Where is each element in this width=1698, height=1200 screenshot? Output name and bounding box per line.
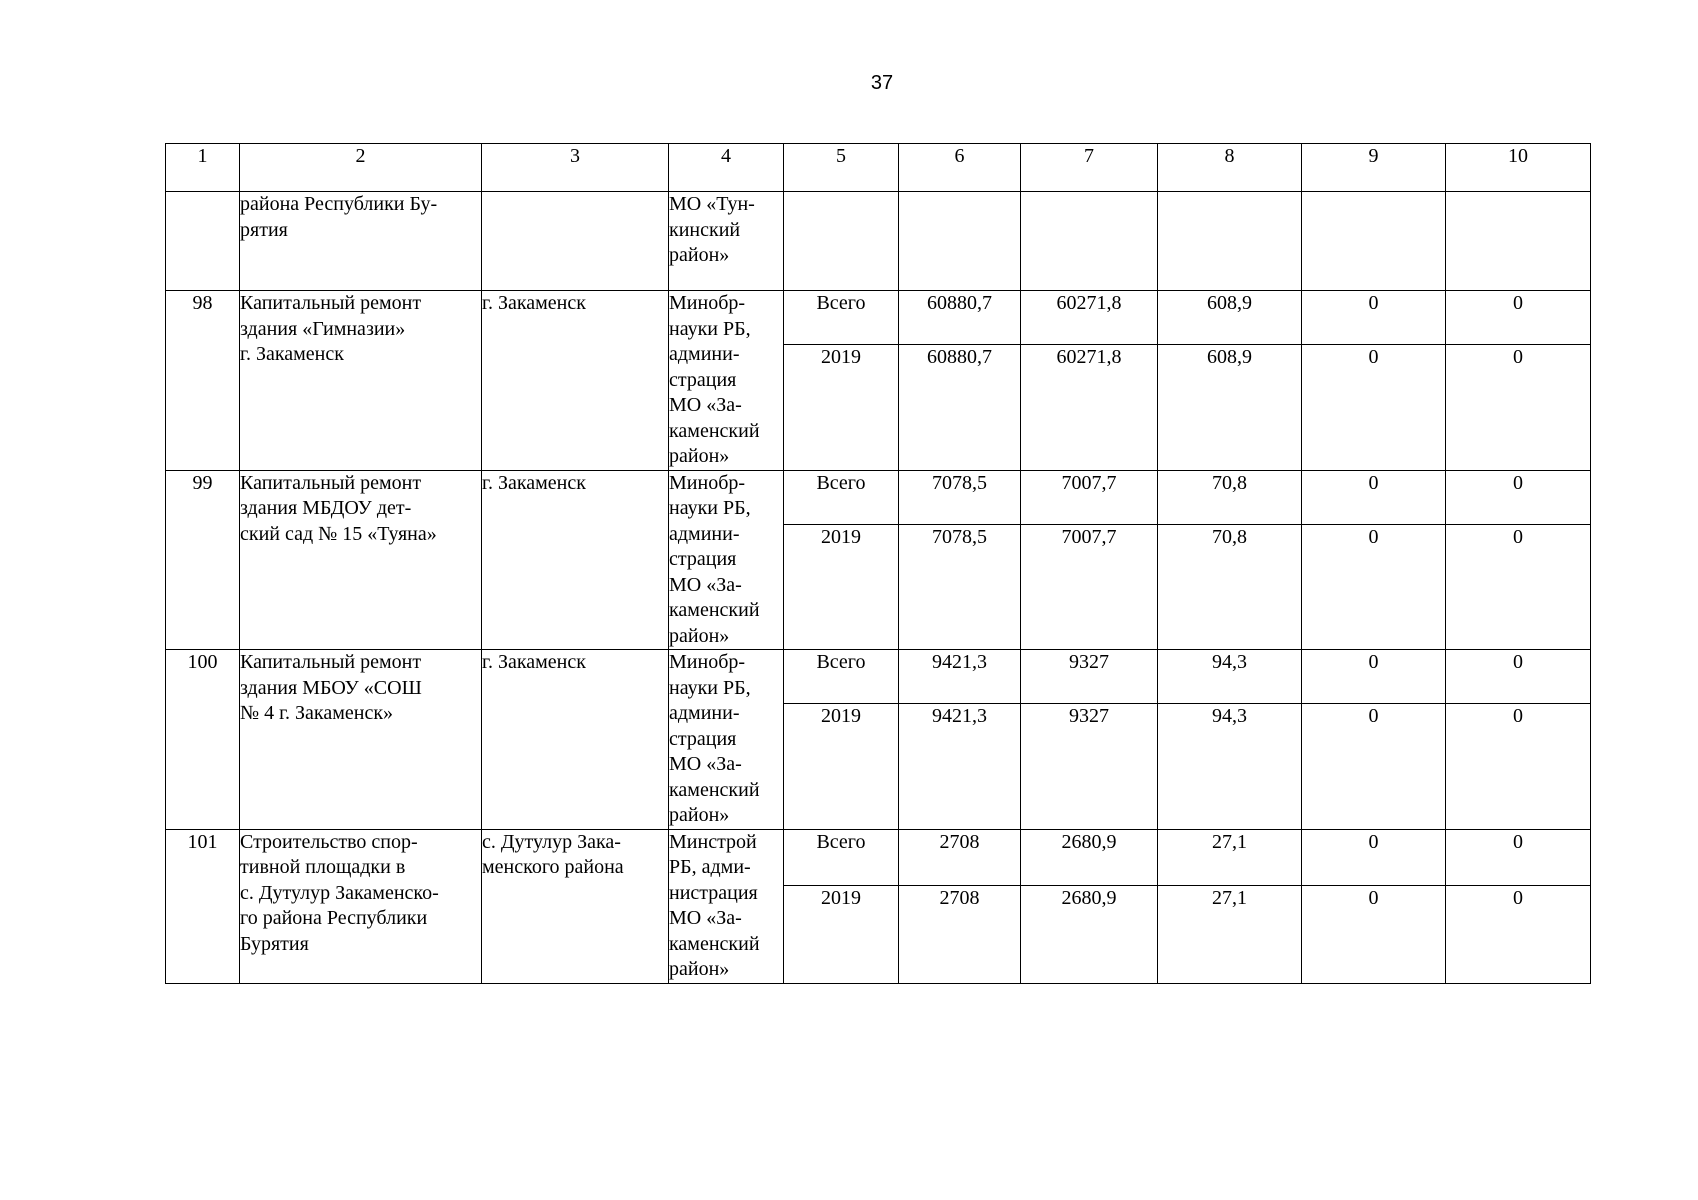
continuation-name	[240, 192, 482, 291]
project-name	[240, 650, 482, 830]
text-line: с. Дутулур Зака-	[482, 830, 621, 853]
republic-cell: 27,1	[1158, 829, 1302, 886]
republic-cell: 94,3	[1158, 650, 1302, 704]
federal-cell: 2680,9	[1021, 829, 1158, 886]
project-name	[240, 470, 482, 650]
total-cell: 60880,7	[899, 345, 1021, 470]
text-line: район»	[669, 624, 730, 647]
period-cell: Всего	[784, 291, 899, 345]
text-line: тивной площадки в	[240, 856, 406, 878]
total-cell: 60880,7	[899, 291, 1021, 345]
text-line: админи-	[669, 343, 740, 365]
empty-cell	[1302, 192, 1446, 291]
project-row	[166, 470, 1591, 524]
republic-cell: 94,3	[1158, 704, 1302, 829]
text-line: МО «За-	[669, 573, 742, 596]
total-cell: 9421,3	[899, 650, 1021, 704]
text-line: район»	[669, 804, 730, 826]
text-line: Капитальный ремонт	[240, 292, 422, 314]
text-line: района Республики Бу-	[240, 193, 438, 215]
other-cell: 0	[1446, 704, 1591, 829]
republic-cell: 70,8	[1158, 470, 1302, 524]
project-executor	[669, 829, 784, 983]
period-cell: 2019	[784, 886, 899, 983]
period-cell: Всего	[784, 650, 899, 704]
other-cell: 0	[1446, 829, 1591, 886]
continuation-row	[166, 192, 1591, 291]
total-cell: 2708	[899, 886, 1021, 983]
total-cell: 7078,5	[899, 470, 1021, 524]
text-line: кинский	[669, 218, 741, 241]
project-location	[482, 650, 669, 830]
row-number: 99	[166, 470, 240, 650]
project-row	[166, 291, 1591, 345]
text-line: с. Дутулур Закаменско-	[240, 881, 439, 904]
text-line: каменский	[669, 599, 760, 621]
text-line: го района Республики	[240, 907, 428, 929]
text-line: г. Закаменск	[482, 471, 586, 494]
federal-cell: 2680,9	[1021, 886, 1158, 983]
project-executor	[669, 650, 784, 830]
project-executor	[669, 470, 784, 650]
text-line: Минобр-	[669, 651, 746, 673]
text-line: каменский	[669, 778, 760, 801]
row-number-cell	[166, 192, 240, 291]
text-line: г. Закаменск	[240, 343, 344, 365]
column-number-row	[166, 144, 1591, 192]
text-line: здания МБДОУ дет-	[240, 497, 412, 519]
local-cell: 0	[1302, 345, 1446, 470]
local-cell: 0	[1302, 829, 1446, 886]
federal-cell: 9327	[1021, 650, 1158, 704]
empty-cell	[1446, 192, 1591, 291]
text-line: менского района	[482, 856, 624, 878]
local-cell: 0	[1302, 704, 1446, 829]
text-line: г. Закаменск	[482, 651, 586, 673]
text-line: науки РБ,	[669, 676, 751, 699]
text-line: страция	[669, 368, 737, 391]
text-line: здания «Гимназии»	[240, 317, 406, 340]
text-line: № 4 г. Закаменск»	[240, 702, 394, 724]
text-line: админи-	[669, 522, 740, 545]
project-location	[482, 470, 669, 650]
budget-table	[165, 143, 1591, 984]
text-line: МО «За-	[669, 907, 742, 929]
text-line: страция	[669, 727, 737, 750]
project-row	[166, 650, 1591, 704]
local-cell: 0	[1302, 886, 1446, 983]
federal-cell: 60271,8	[1021, 345, 1158, 470]
project-name	[240, 829, 482, 983]
republic-cell: 70,8	[1158, 524, 1302, 649]
column-number: 2	[240, 144, 482, 192]
text-line: район»	[669, 244, 730, 266]
local-cell: 0	[1302, 650, 1446, 704]
continuation-executor	[669, 192, 784, 291]
text-line: Минстрой	[669, 830, 757, 853]
text-line: науки РБ,	[669, 497, 751, 519]
text-line: МО «За-	[669, 394, 742, 416]
text-line: Капитальный ремонт	[240, 651, 422, 673]
row-number: 100	[166, 650, 240, 830]
republic-cell: 608,9	[1158, 291, 1302, 345]
federal-cell: 60271,8	[1021, 291, 1158, 345]
project-row	[166, 829, 1591, 886]
text-line: Минобр-	[669, 471, 746, 494]
row-number: 98	[166, 291, 240, 471]
other-cell: 0	[1446, 291, 1591, 345]
period-cell: 2019	[784, 345, 899, 470]
column-number: 9	[1302, 144, 1446, 192]
period-cell: Всего	[784, 829, 899, 886]
period-cell: 2019	[784, 704, 899, 829]
text-line: нистрация	[669, 881, 758, 904]
other-cell: 0	[1446, 345, 1591, 470]
text-line: РБ, адми-	[669, 856, 751, 878]
other-cell: 0	[1446, 886, 1591, 983]
other-cell: 0	[1446, 470, 1591, 524]
text-line: район»	[669, 958, 730, 980]
column-number: 3	[482, 144, 669, 192]
empty-cell	[1158, 192, 1302, 291]
text-line: г. Закаменск	[482, 292, 586, 314]
federal-cell: 7007,7	[1021, 470, 1158, 524]
project-location	[482, 291, 669, 471]
project-executor	[669, 291, 784, 471]
text-line: науки РБ,	[669, 317, 751, 340]
other-cell: 0	[1446, 650, 1591, 704]
column-number: 4	[669, 144, 784, 192]
republic-cell: 27,1	[1158, 886, 1302, 983]
text-line: Бурятия	[240, 932, 309, 955]
text-line: страция	[669, 548, 737, 570]
text-line: Капитальный ремонт	[240, 471, 422, 494]
text-line: здания МБОУ «СОШ	[240, 676, 422, 699]
column-number: 6	[899, 144, 1021, 192]
empty-cell	[1021, 192, 1158, 291]
project-location	[482, 829, 669, 983]
text-line: админи-	[669, 702, 740, 724]
local-cell: 0	[1302, 470, 1446, 524]
total-cell: 2708	[899, 829, 1021, 886]
local-cell: 0	[1302, 524, 1446, 649]
row-number: 101	[166, 829, 240, 983]
page-number: 37	[870, 72, 894, 94]
column-number: 1	[166, 144, 240, 192]
location-cell	[482, 192, 669, 291]
column-number: 8	[1158, 144, 1302, 192]
text-line: каменский	[669, 932, 760, 955]
empty-cell	[784, 192, 899, 291]
republic-cell: 608,9	[1158, 345, 1302, 470]
column-number: 10	[1446, 144, 1591, 192]
total-cell: 9421,3	[899, 704, 1021, 829]
text-line: район»	[669, 445, 730, 467]
empty-cell	[899, 192, 1021, 291]
federal-cell: 9327	[1021, 704, 1158, 829]
period-cell: Всего	[784, 470, 899, 524]
text-line: ский сад № 15 «Туяна»	[240, 522, 437, 545]
column-number: 5	[784, 144, 899, 192]
project-name	[240, 291, 482, 471]
federal-cell: 7007,7	[1021, 524, 1158, 649]
column-number: 7	[1021, 144, 1158, 192]
text-line: каменский	[669, 419, 760, 442]
text-line: МО «За-	[669, 753, 742, 775]
total-cell: 7078,5	[899, 524, 1021, 649]
other-cell: 0	[1446, 524, 1591, 649]
period-cell: 2019	[784, 524, 899, 649]
local-cell: 0	[1302, 291, 1446, 345]
text-line: рятия	[240, 218, 288, 241]
text-line: Строительство спор-	[240, 830, 418, 853]
text-line: Минобр-	[669, 292, 746, 314]
text-line: МО «Тун-	[669, 193, 755, 215]
